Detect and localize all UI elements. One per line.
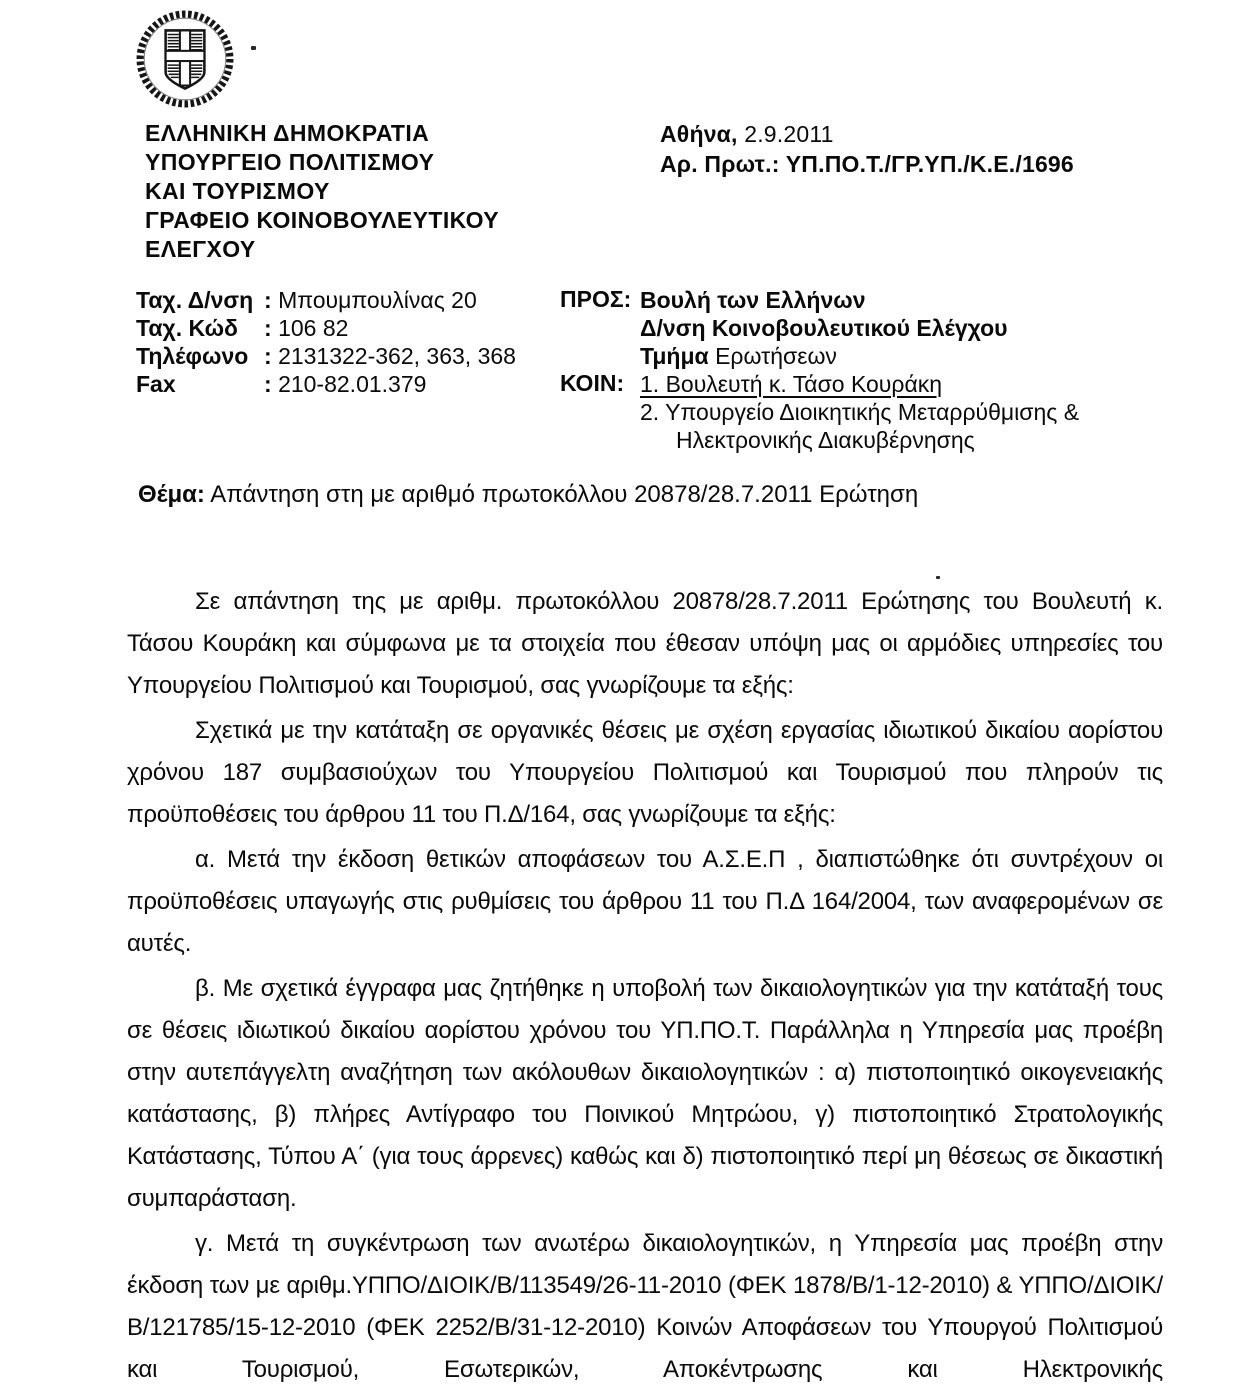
- scan-artifact-dot: [251, 46, 256, 50]
- recipients-column: [640, 286, 1079, 454]
- cc-item-mp-text: 1. Βουλευτή κ. Τάσο Κουράκη: [640, 371, 943, 397]
- contact-separator: :: [264, 315, 272, 341]
- cc-item-ministry-line1: 2. Υπουργείο Διοικητικής Μεταρρύθμισης &: [640, 399, 1080, 425]
- contact-value: 210-82.01.379: [278, 371, 427, 397]
- city-date-line: [660, 119, 1074, 149]
- date-value: 2.9.2011: [744, 121, 834, 147]
- to-department-label: Τμήμα: [640, 343, 709, 369]
- org-line-office: ΓΡΑΦΕΙΟ ΚΟΙΝΟΒΟΥΛΕΥΤΙΚΟΥ: [145, 207, 499, 233]
- to-label: ΠΡΟΣ:: [560, 286, 632, 312]
- contact-block: [136, 286, 516, 398]
- letter-body: [127, 581, 1163, 1391]
- contact-label: Ταχ. Κώδ: [136, 315, 238, 341]
- city-label: Αθήνα,: [660, 121, 738, 147]
- contact-row-phone: [136, 342, 516, 370]
- subject-label: Θέμα:: [138, 481, 205, 508]
- contact-separator: :: [264, 371, 272, 397]
- contact-label: Ταχ. Δ/νση: [136, 287, 254, 313]
- subject-text: Απάντηση στη με αριθμό πρωτοκόλλου 20878/28.7.2011 Ερώτηση: [210, 481, 919, 508]
- contact-label: Τηλέφωνο: [136, 343, 249, 369]
- to-department-value: Ερωτήσεων: [715, 343, 837, 369]
- cc-item-mp: [640, 370, 1079, 398]
- contact-separator: :: [264, 287, 272, 313]
- body-paragraph-context: Σχετικά με την κατάταξη σε οργανικές θέσεις με σχέση εργασίας ιδιωτικού δικαίου αορίστου χρόνου 187 συμβασιούχων του Υπουργείου Πολιτισμού και Τουρισμού που πληρούν τις προϋποθέσεις του άρθρου 11 του Π.Δ/164, σας γνωρίζουμε τα εξής:: [127, 717, 1163, 828]
- contact-separator: :: [264, 343, 272, 369]
- contact-value: 2131322-362, 363, 368: [278, 343, 516, 369]
- to-line-parliament: Βουλή των Ελλήνων: [640, 287, 866, 313]
- to-line-department: [640, 342, 1079, 370]
- protocol-line: [660, 149, 1074, 179]
- contact-row-fax: [136, 370, 516, 398]
- contact-label: Fax: [136, 371, 176, 397]
- body-paragraph-c: γ. Μετά τη συγκέντρωση των ανωτέρω δικαιολογητικών, η Υπηρεσία μας προέβη στην έκδοση των με αριθμ.ΥΠΠΟ/ΔΙΟΙΚ/Β/113549/26-11-2010 (ΦΕΚ 1878/Β/1-12-2010) & ΥΠΠΟ/ΔΙΟΙΚ/Β/121785/15-12-2010 (ΦΕΚ 2252/Β/31-12-2010) Κοινών Αποφάσεων του Υπουργού Πολιτισμού και Τουρισμού, Εσωτερικών, Αποκέντρωσης και Ηλεκτρονικής: [127, 1230, 1163, 1383]
- cc-item-ministry-line2: Ηλεκτρονικής Διακυβέρνησης: [676, 427, 975, 453]
- contact-row-postcode: [136, 314, 516, 342]
- to-line-directorate: Δ/νση Κοινοβουλευτικού Ελέγχου: [640, 315, 1008, 341]
- org-line-ministry: ΥΠΟΥΡΓΕΙΟ ΠΟΛΙΤΙΣΜΟΥ: [145, 149, 435, 175]
- greek-coat-of-arms-icon: [134, 8, 236, 110]
- body-paragraph-intro: Σε απάντηση της με αριθμ. πρωτοκόλλου 20878/28.7.2011 Ερώτησης του Βουλευτή κ. Τάσου Κουράκη και σύμφωνα με τα στοιχεία που έθεσαν υπόψη μας οι αρμόδιες υπηρεσίες του Υπουργείου Πολιτισμού και Τουρισμού, σας γνωρίζουμε τα εξής:: [127, 588, 1163, 699]
- sender-org-block: [145, 119, 499, 264]
- org-line-republic: ΕΛΛΗΝΙΚΗ ΔΗΜΟΚΡΑΤΙΑ: [145, 120, 430, 146]
- contact-value: 106 82: [278, 315, 349, 341]
- body-paragraph-b: β. Με σχετικά έγγραφα μας ζητήθηκε η υποβολή των δικαιολογητικών για την κατάταξή τους σε θέσεις ιδιωτικού δικαίου αορίστου χρόνου του ΥΠ.ΠΟ.Τ. Παράλληλα η Υπηρεσία μας προέβη στην αυτεπάγγελτη αναζήτηση των ακόλουθων δικαιολογητικών : α) πιστοποιητικό οικογενειακής κατάστασης, β) πλήρες Αντίγραφο του Ποινικού Μητρώου, γ) πιστοποιητικό Στρατολογικής Κατάστασης, Τύπου Α΄ (για τους άρρενες) καθώς και δ) πιστοποιητικό περί μη θέσεως σε δικαστική συμπαράσταση.: [127, 975, 1163, 1212]
- protocol-label: Αρ. Πρωτ.:: [660, 151, 780, 177]
- body-paragraph-a: α. Μετά την έκδοση θετικών αποφάσεων του Α.Σ.Ε.Π , διαπιστώθηκε ότι συντρέχουν οι προϋποθέσεις υπαγωγής στις ρυθμίσεις του άρθρου 11 του Π.Δ 164/2004, των αναφερομένων σε αυτές.: [127, 846, 1163, 957]
- date-protocol-block: [660, 119, 1074, 179]
- protocol-value: ΥΠ.ΠΟ.Τ./ΓΡ.ΥΠ./Κ.Ε./1696: [785, 151, 1074, 177]
- contact-value: Μπουμπουλίνας 20: [278, 287, 477, 313]
- cc-label: ΚΟΙΝ:: [560, 370, 625, 396]
- org-line-office-2: ΕΛΕΓΧΟΥ: [145, 236, 256, 262]
- subject-line: [138, 481, 918, 509]
- contact-row-address: [136, 286, 516, 314]
- scan-artifact-dot: [936, 576, 940, 579]
- org-line-ministry-2: ΚΑΙ ΤΟΥΡΙΣΜΟΥ: [145, 178, 330, 204]
